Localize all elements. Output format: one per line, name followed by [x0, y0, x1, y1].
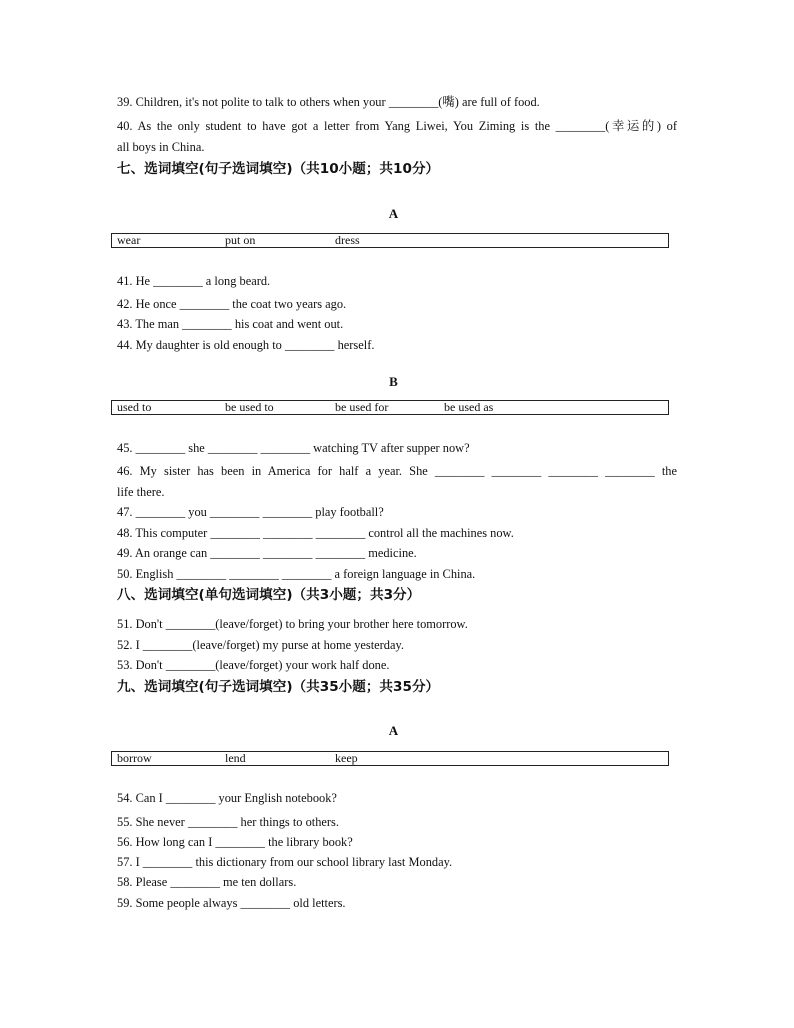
- word-bank-item: used to: [117, 400, 152, 414]
- section-8-heading: 八、选词填空(单句选词填空)（共3小题；共3分）: [117, 587, 421, 603]
- question-55: 55. She never ________ her things to others.: [117, 815, 339, 829]
- word-bank-item: be used as: [444, 400, 494, 414]
- word-bank-item: put on: [225, 233, 256, 247]
- word-bank-9a: [111, 751, 669, 766]
- word-bank-7b: [111, 400, 669, 415]
- question-40-line1: 40. As the only student to have got a letter from Yang Liwei, You Ziming is the ________(幸运的) of: [117, 119, 677, 133]
- question-47: 47. ________ you ________ ________ play football?: [117, 505, 384, 519]
- question-52: 52. I ________(leave/forget) my purse at home yesterday.: [117, 638, 404, 652]
- question-46-line1: 46. My sister has been in America for half a year. She ________ ________ ________ ________ the: [117, 464, 677, 478]
- section-7-group-b-label: B: [389, 374, 398, 389]
- section-9-group-a-label: A: [388, 723, 399, 738]
- question-51: 51. Don't ________(leave/forget) to bring your brother here tomorrow.: [117, 617, 468, 631]
- section-9-heading: 九、选词填空(句子选词填空)（共35小题；共35分）: [117, 679, 440, 695]
- section-7-heading: 七、选词填空(句子选词填空)（共10小题；共10分）: [117, 161, 440, 177]
- question-43: 43. The man ________ his coat and went out.: [117, 317, 344, 331]
- question-46-line2: life there.: [117, 485, 165, 499]
- word-bank-item: be used for: [335, 400, 389, 414]
- word-bank-item: dress: [335, 233, 360, 247]
- question-58: 58. Please ________ me ten dollars.: [117, 875, 297, 889]
- question-54: 54. Can I ________ your English notebook?: [117, 791, 337, 805]
- word-bank-7a: [111, 233, 669, 248]
- question-45: 45. ________ she ________ ________ watching TV after supper now?: [117, 441, 470, 455]
- word-bank-item: be used to: [225, 400, 274, 414]
- question-44: 44. My daughter is old enough to ________ herself.: [117, 338, 375, 352]
- question-42: 42. He once ________ the coat two years ago.: [117, 297, 347, 311]
- question-48: 48. This computer ________ ________ ________ control all the machines now.: [117, 526, 514, 540]
- question-50: 50. English ________ ________ ________ a foreign language in China.: [117, 567, 476, 581]
- question-56: 56. How long can I ________ the library book?: [117, 835, 353, 849]
- question-59: 59. Some people always ________ old letters.: [117, 896, 346, 910]
- question-41: 41. He ________ a long beard.: [117, 274, 271, 288]
- word-bank-item: keep: [335, 751, 358, 765]
- word-bank-item: borrow: [117, 751, 152, 765]
- word-bank-item: lend: [225, 751, 246, 765]
- question-39: 39. Children, it's not polite to talk to others when your ________(嘴) are full of food.: [117, 95, 540, 109]
- question-53: 53. Don't ________(leave/forget) your work half done.: [117, 658, 390, 672]
- question-49: 49. An orange can ________ ________ ________ medicine.: [117, 546, 417, 560]
- word-bank-item: wear: [117, 233, 141, 247]
- question-57: 57. I ________ this dictionary from our school library last Monday.: [117, 855, 453, 869]
- question-40-line2: all boys in China.: [117, 140, 205, 154]
- section-7-group-a-label: A: [388, 206, 399, 221]
